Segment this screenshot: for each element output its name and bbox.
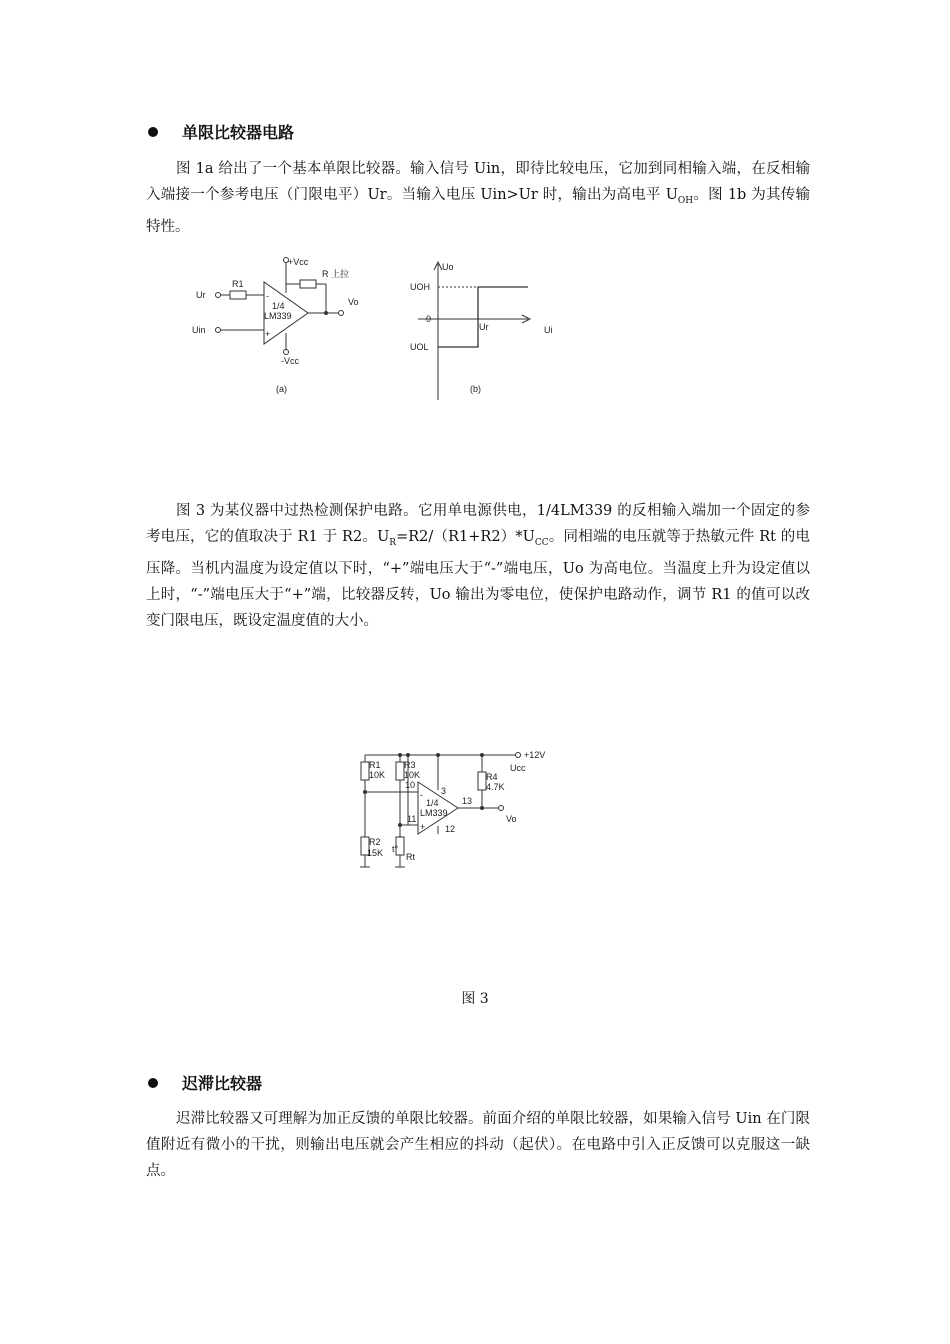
label-r4-value: 4.7K [486,782,505,792]
label-r2: R2 [369,837,381,847]
label-r1: R1 [232,279,244,289]
section-heading-1 [148,120,294,143]
label-ucc: Ucc [510,763,526,773]
label-r3: R3 [404,760,416,770]
section-title: 迟滞比较器 [182,1074,263,1093]
label-pin-11: 11 [407,814,417,824]
label-vo: Vo [348,297,359,307]
label-ui: Ui [544,325,553,335]
label-uo: Uo [442,262,454,272]
label-ur: Ur [196,290,206,300]
label-ur-b: Ur [479,322,489,332]
label-plus: + [420,822,426,832]
label-chip-1: 1/4 [426,798,439,808]
caption-b: (b) [470,384,481,394]
paragraph-2: 图 3 为某仪器中过热检测保护电路。它用单电源供电，1/4LM339 的反相输入端加一个固定的参考电压，它的值取决于 R1 于 R2。$U_R=R2/(R1+R2)*U_{CC}$。同相端的电压就等于热敏元件 Rt 的电压降。当机内温度为设定值以下时，“+”端电压大于“-”端电压，Uo 为高电位。当温度上升为设定值以上时，“-”端电压大于“+”端，比较器反转，Uo 输出为零电位，使保护电路动作，调节 R1 的值可以改变门限电压，既设定温度值的大小。 [146,503,810,629]
figure-3-caption: 图 3 [461,991,489,1007]
figure-1-diagram [178,252,558,407]
label-minus: - [266,291,269,301]
figure-1 [178,252,558,411]
label-vcc-neg: -Vcc [281,356,299,366]
section-title: 单限比较器电路 [182,123,295,142]
label-vo: Vo [506,814,517,824]
label-t: t° [392,844,399,854]
label-pin-12: 12 [445,824,456,834]
figure-3 [350,742,550,886]
label-chip-2: LM339 [420,808,448,818]
bullet-icon [148,1078,158,1088]
label-chip-2: LM339 [264,311,292,321]
paragraph-3: 迟滞比较器又可理解为加正反馈的单限比较器。前面介绍的单限比较器，如果输入信号 Uin 在门限值附近有微小的干扰，则输出电压就会产生相应的抖动（起伏）。在电路中引入正反馈可以克服这一缺点。 [146,1111,810,1179]
bullet-icon [148,127,158,137]
label-pin-13: 13 [462,796,473,806]
label-plus: + [265,329,271,339]
caption-a: (a) [276,384,287,394]
label-rf: R 上拉 [322,269,350,279]
label-pin-3: 3 [441,786,447,796]
label-uol: UOL [410,342,429,352]
label-minus: - [420,790,423,800]
label-r3-value: 10K [404,770,421,780]
label-r4: R4 [486,772,498,782]
section-heading-2 [148,1071,262,1094]
label-uin: Uin [192,325,206,335]
label-r1-value: 10K [369,770,386,780]
label-chip-1: 1/4 [272,301,285,311]
label-r1: R1 [369,760,381,770]
paragraph-1: 图 1a 给出了一个基本单限比较器。输入信号 Uin，即待比较电压，它加到同相输入端，在反相输入端接一个参考电压（门限电平）Ur。当输入电压 Uin>Ur 时，输出为高电平 $U_{OH}$。图 1b 为其传输特性。 [146,161,810,235]
label-vcc-pos: +Vcc [288,257,309,267]
label-r2-value: 15K [367,848,384,858]
label-zero: 0 [426,314,432,324]
label-rt: Rt [406,852,415,862]
figure-3-diagram [350,742,550,882]
label-pin-10: 10 [405,780,416,790]
label-vplus: +12V [524,750,546,760]
label-uoh: UOH [410,282,430,292]
